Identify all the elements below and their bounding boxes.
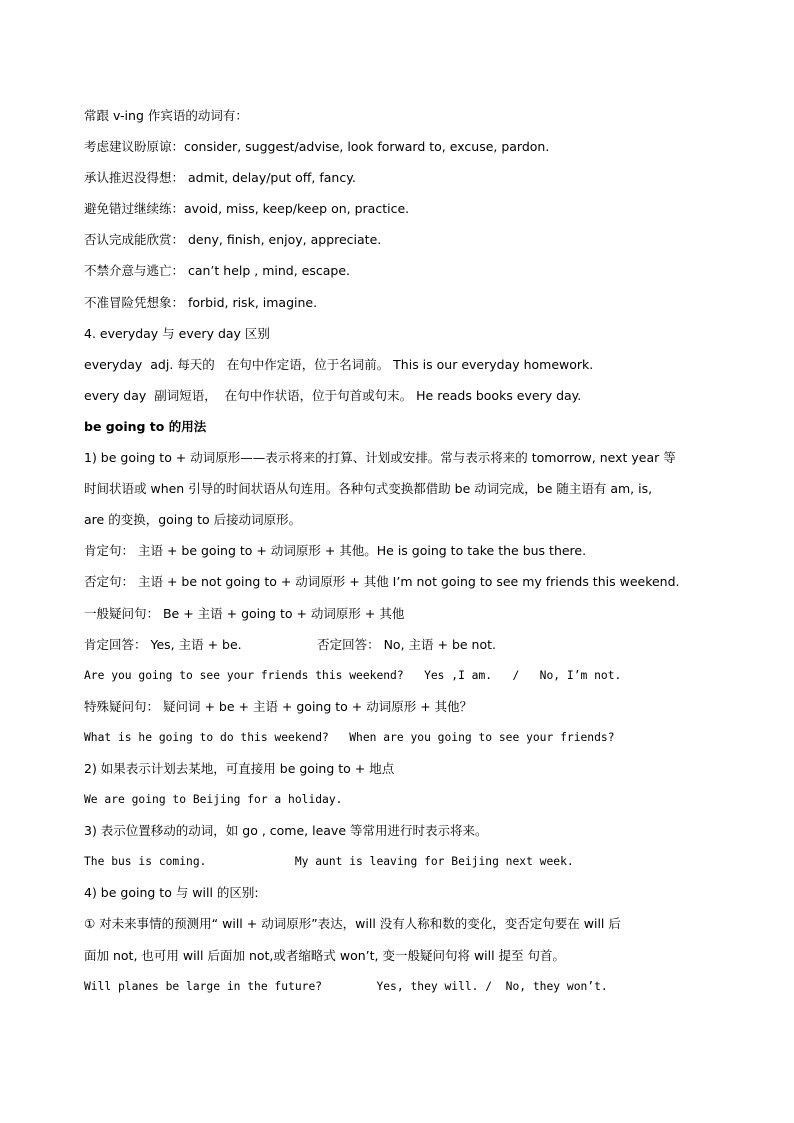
text-line-example-question: Are you going to see your friends this weekend? Yes ,I am. / No, I’m not.	[84, 668, 622, 682]
text-line-rule-3: 3) 表示位置移动的动词，如 go , come, leave 等常用进行时表示将来。	[84, 823, 488, 839]
text-line-everyday-heading: 4. everyday 与 every day 区别	[84, 325, 270, 341]
text-line-wh-question: 特殊疑问句： 疑问词 + be + 主语 + going to + 动词原形 + 其他？	[84, 698, 473, 714]
text-line-negative: 否定句： 主语 + be not going to + 动词原形 + 其他 I’m not going to see my friends this weekend.	[84, 574, 680, 590]
text-line-deny: 否认完成能欣赏： deny, finish, enjoy, appreciate.	[84, 232, 382, 248]
text-line-rule-4: 4) be going to 与 will 的区别:	[84, 885, 259, 901]
text-line-example-beijing: We are going to Beijing for a holiday.	[84, 793, 343, 807]
text-line-example-planes: Will planes be large in the future? Yes, they will. / No, they won’t.	[84, 979, 608, 993]
text-line-question: 一般疑问句： Be + 主语 + going to + 动词原形 + 其他	[84, 605, 405, 621]
text-line-example-wh: What is he going to do this weekend? When are you going to see your friends?	[84, 730, 615, 744]
text-line-example-bus: The bus is coming. My aunt is leaving for Beijing next week.	[84, 855, 574, 869]
text-line-admit: 承认推迟没得想： admit, delay/put off, fancy.	[84, 170, 356, 186]
text-line-rule-1-cont: 时间状语或 when 引导的时间状语从句连用。各种句式变换都借助 be 动词完成，be 随主语有 am, is,	[84, 481, 653, 497]
text-line-answers: 肯定回答： Yes, 主语 + be. 否定回答： No, 主语 + be not.	[84, 636, 496, 652]
text-line-rule-1-end: are 的变换，going to 后接动词原形。	[84, 512, 302, 528]
text-line-avoid: 避免错过继续练：avoid, miss, keep/keep on, practice.	[84, 201, 410, 217]
text-line-consider: 考虑建议盼原谅：consider, suggest/advise, look forward to, excuse, pardon.	[84, 139, 550, 155]
section-heading-be-going-to: be going to 的用法	[84, 418, 207, 434]
text-line-everyday-adj: everyday adj. 每天的 在句中作定语，位于名词前。 This is our everyday homework.	[84, 356, 594, 372]
text-line-will-rule: ① 对未来事情的预测用“ will + 动词原形”表达，will 没有人称和数的变化，变否定句要在 will 后	[84, 916, 621, 932]
text-line-forbid: 不准冒险凭想象： forbid, risk, imagine.	[84, 294, 318, 310]
text-line-will-rule-cont: 面加 not, 也可用 will 后面加 not,或者缩略式 won’t, 变一般疑问句将 will 提至 句首。	[84, 947, 566, 963]
text-line-rule-1: 1) be going to + 动词原形——表示将来的打算、计划或安排。常与表示将来的 tomorrow, next year 等	[84, 450, 676, 466]
text-line-ving-heading: 常跟 v-ing 作宾语的动词有：	[84, 108, 248, 123]
text-line-rule-2: 2) 如果表示计划去某地，可直接用 be going to + 地点	[84, 760, 395, 776]
text-line-cant-help: 不禁介意与逃亡： can’t help , mind, escape.	[84, 263, 351, 279]
text-line-every-day-adv: every day 副词短语， 在句中作状语，位于句首或句末。 He reads books every day.	[84, 387, 582, 403]
document-body	[84, 103, 724, 1005]
text-line-affirmative: 肯定句： 主语 + be going to + 动词原形 + 其他。He is going to take the bus there.	[84, 543, 587, 559]
